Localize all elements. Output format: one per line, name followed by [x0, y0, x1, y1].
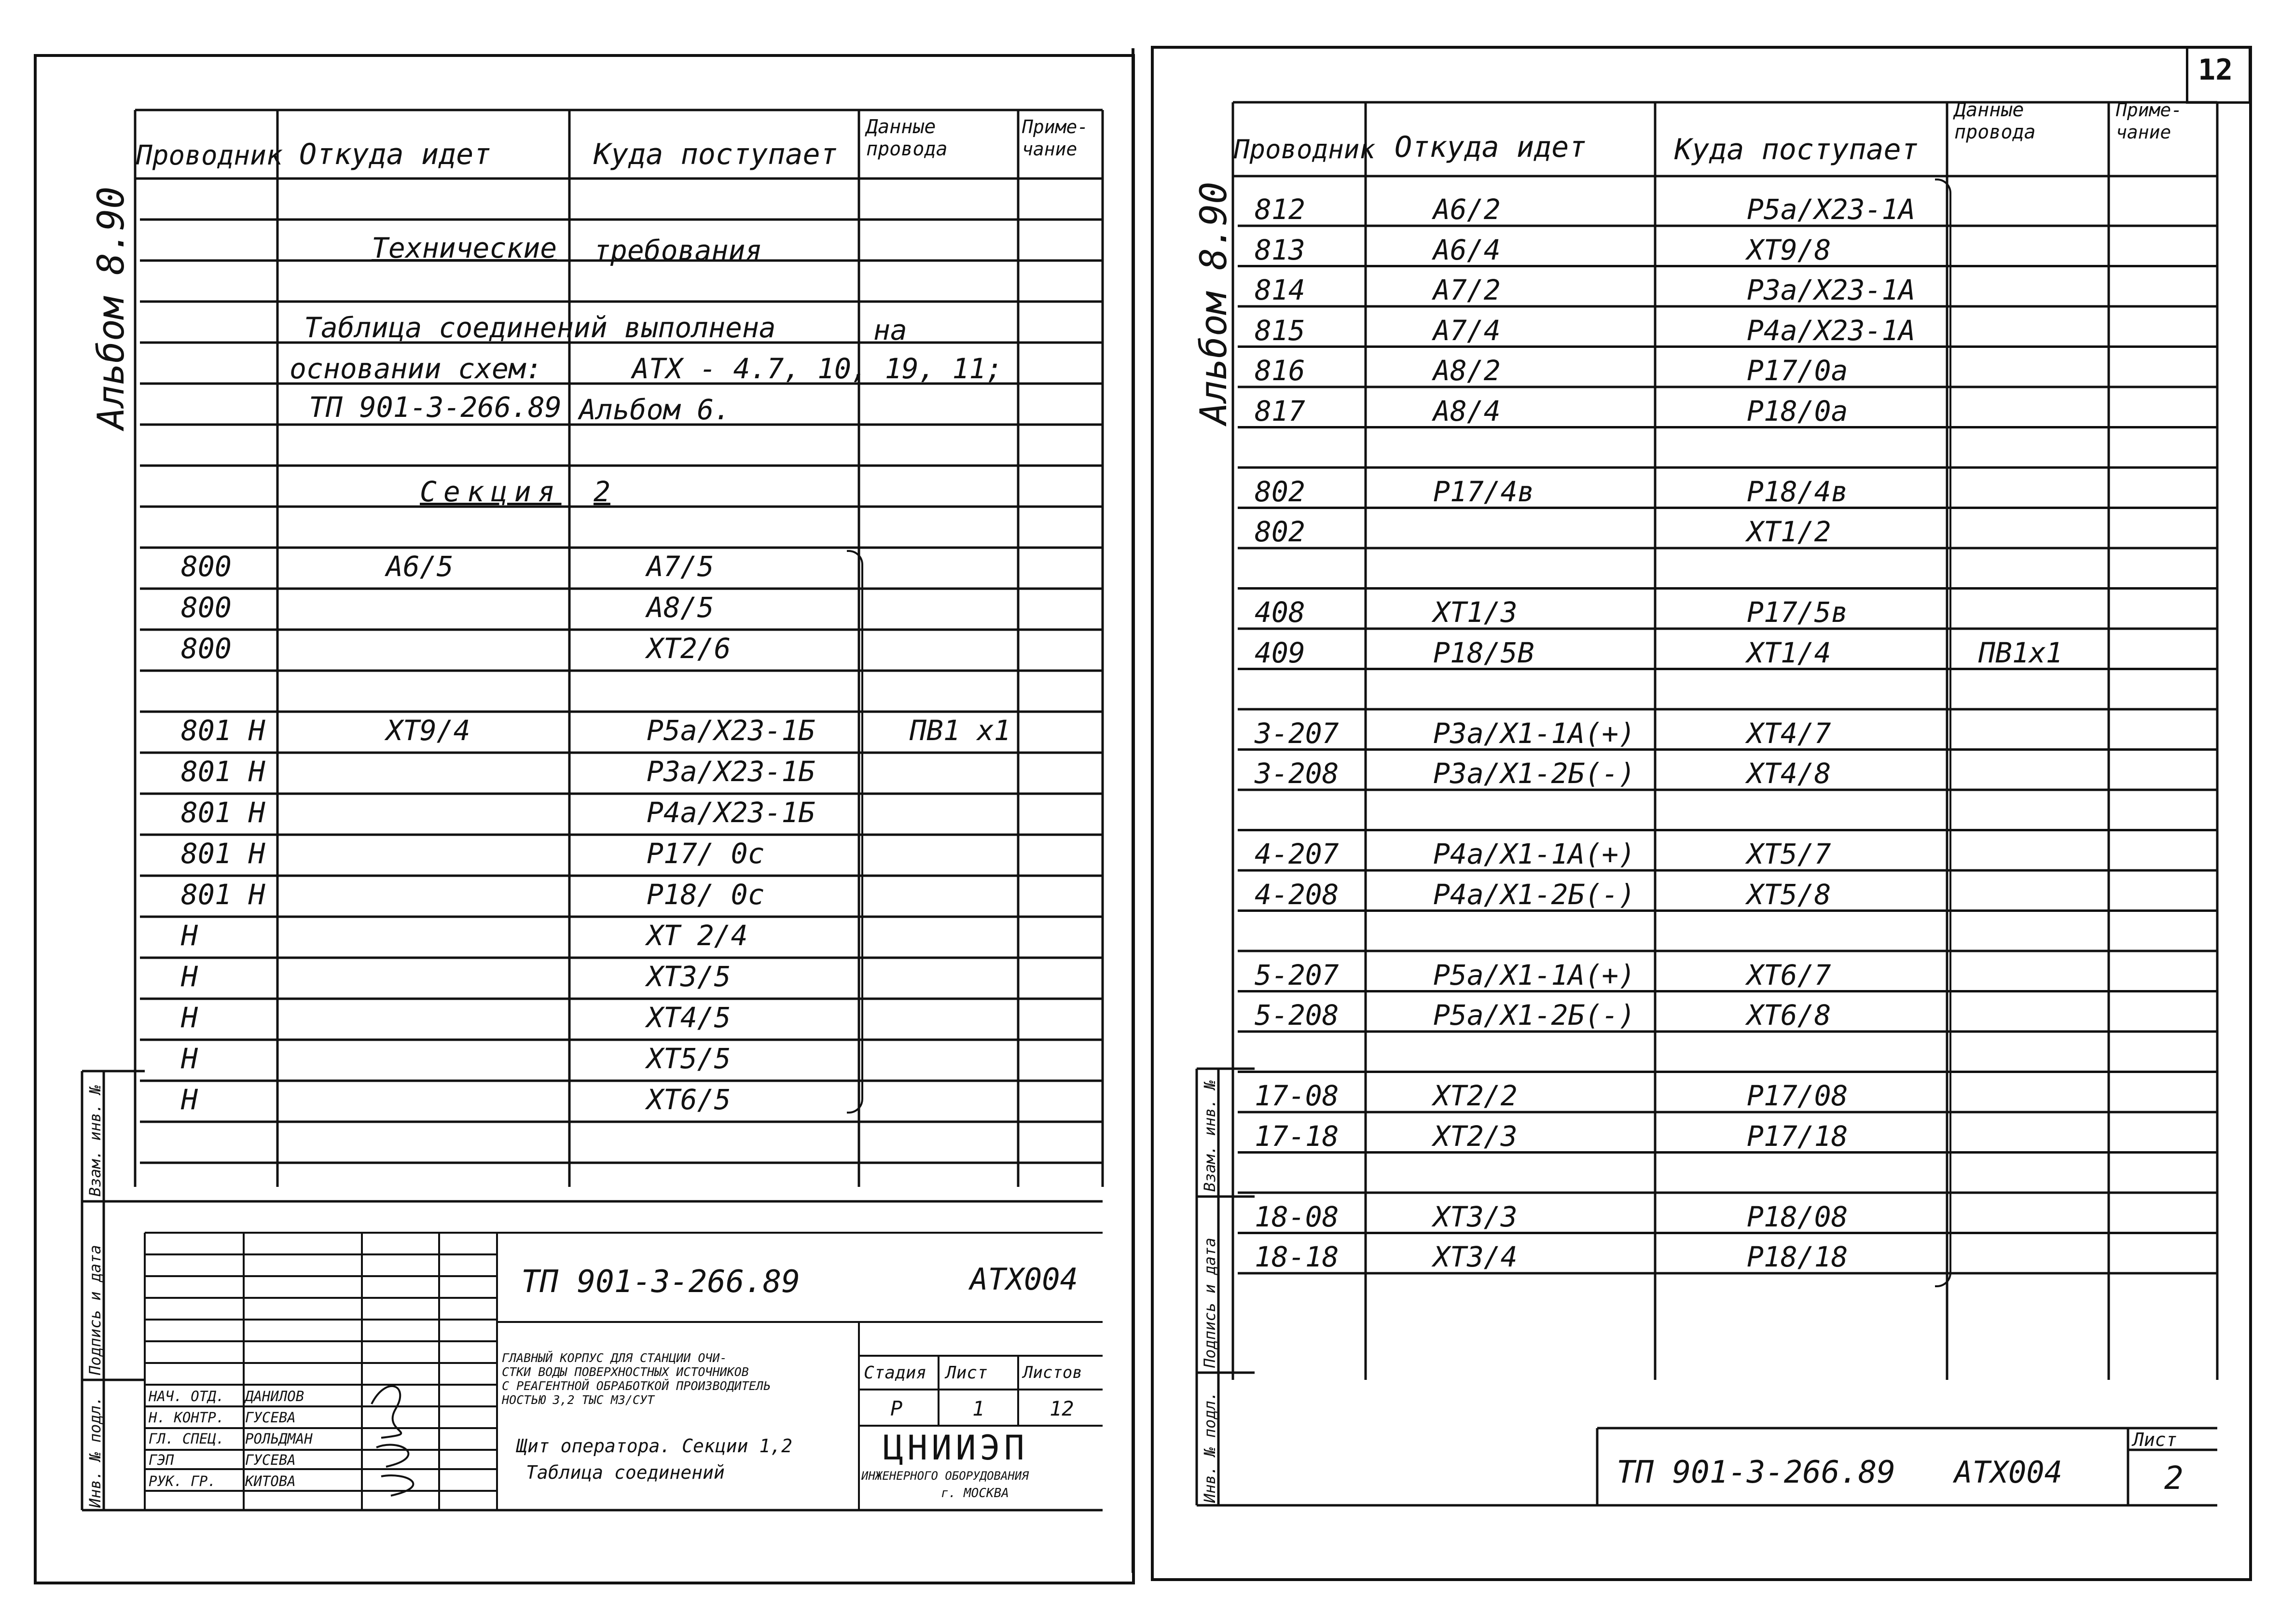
left-row-to: ХТ6/5: [647, 1083, 731, 1116]
right-row-from: Р5а/Х1-1А(+): [1433, 958, 1636, 991]
left-row-conductor: Н: [181, 1001, 198, 1034]
right-row-to: Р17/08: [1747, 1079, 1848, 1112]
right-stamp-3: Взам. инв. №: [1201, 1080, 1219, 1192]
right-row-to: ХТ9/8: [1747, 233, 1831, 266]
right-row-from: А7/4: [1433, 314, 1501, 347]
left-text-line-1a: Таблица соединений выполнена: [304, 311, 776, 344]
right-row-to: ХТ6/7: [1747, 958, 1831, 991]
left-section-number: 2: [594, 475, 610, 508]
right-row-from: А6/2: [1433, 193, 1501, 226]
left-desc-line-2: СТКИ ВОДЫ ПОВЕРХНОСТНЫХ ИСТОЧНИКОВ: [502, 1365, 749, 1379]
right-row-conductor: 17-08: [1255, 1079, 1339, 1112]
left-org-name: ЦНИИЭП: [883, 1428, 1028, 1468]
left-stamp-2: Подпись и дата: [86, 1245, 104, 1375]
left-row-from: ХТ9/4: [386, 714, 470, 747]
left-row-conductor: Н: [181, 919, 198, 952]
left-row-to: ХТ5/5: [647, 1042, 731, 1075]
left-doc-mark: АТХ004: [970, 1262, 1078, 1297]
right-row-to: ХТ5/7: [1747, 838, 1831, 870]
left-row-conductor: 801 Н: [181, 714, 265, 747]
left-album-label: Альбом 8.90: [89, 186, 132, 429]
signer-row: РУК. ГР. КИТОВА: [149, 1473, 296, 1489]
left-header-from: Откуда идет: [299, 138, 491, 171]
right-row-to: Р18/4в: [1747, 475, 1848, 508]
sheet-number: 12: [2198, 53, 2233, 87]
left-row-to: Р4а/Х23-1Б: [647, 796, 815, 829]
left-row-to: ХТ 2/4: [647, 919, 748, 952]
right-row-conductor: 18-08: [1255, 1200, 1339, 1233]
right-row-to: ХТ4/7: [1747, 716, 1831, 750]
right-row-conductor: 17-18: [1255, 1119, 1339, 1153]
right-header-to: Куда поступает: [1674, 133, 1919, 166]
left-text-line-3a: ТП 901-3-266.89: [309, 391, 562, 424]
left-row-to: А7/5: [647, 550, 714, 583]
left-desc-line-3: С РЕАГЕНТНОЙ ОБРАБОТКОЙ ПРОИЗВОДИТЕЛЬ: [502, 1379, 771, 1393]
left-stamp-3: Взам. инв. №: [86, 1085, 104, 1197]
right-row-from: Р17/4в: [1433, 475, 1534, 508]
right-row-from: Р4а/Х1-1А(+): [1433, 838, 1636, 870]
left-sheets-value: 12: [1050, 1397, 1074, 1420]
right-row-conductor: 813: [1255, 233, 1305, 266]
right-row-from: ХТ3/3: [1433, 1200, 1518, 1233]
left-sheets-label: Листов: [1023, 1363, 1082, 1382]
right-row-conductor: 4-207: [1255, 838, 1339, 870]
right-row-to: ХТ6/8: [1747, 999, 1831, 1032]
right-header-note: Приме-чание: [2116, 99, 2183, 143]
left-text-line-3b: Альбом 6.: [579, 393, 731, 426]
right-row-from: А8/4: [1433, 394, 1501, 427]
right-doc-code: ТП 901-3-266.89: [1617, 1455, 1895, 1490]
left-header-note: Приме-чание: [1022, 116, 1089, 160]
left-sheet-title-1: Щит оператора. Секции 1,2: [516, 1435, 792, 1457]
left-row-conductor: 801 Н: [181, 837, 265, 870]
right-row-from: ХТ1/3: [1433, 596, 1518, 629]
left-row-conductor: Н: [181, 1083, 198, 1116]
right-header-wire: Данные провода: [1954, 99, 2036, 143]
left-row-conductor: 800: [181, 632, 232, 665]
left-header-to: Куда поступает: [594, 138, 838, 171]
left-org-sub: ИНЖЕНЕРНОГО ОБОРУДОВАНИЯ: [861, 1469, 1029, 1483]
right-row-conductor: 812: [1255, 193, 1305, 226]
right-row-conductor: 408: [1255, 596, 1305, 629]
left-row-wire: ПВ1 х1: [910, 714, 1011, 747]
right-row-to: ХТ4/8: [1747, 757, 1831, 790]
signer-row: НАЧ. ОТД. ДАНИЛОВ: [149, 1388, 304, 1404]
right-row-conductor: 5-207: [1255, 958, 1339, 991]
right-row-from: А6/4: [1433, 233, 1501, 266]
left-stamp-1: Инв. № подл.: [86, 1396, 104, 1508]
right-row-conductor: 18-18: [1255, 1240, 1339, 1273]
left-row-to: Р3а/Х23-1Б: [647, 755, 815, 788]
right-row-to: Р17/18: [1747, 1119, 1848, 1153]
left-row-conductor: 800: [181, 591, 232, 624]
left-row-to: ХТ4/5: [647, 1001, 731, 1034]
left-row-conductor: Н: [181, 1042, 198, 1075]
signer-row: ГЭП ГУСЕВА: [149, 1452, 296, 1468]
right-row-from: Р18/5В: [1433, 636, 1534, 669]
left-row-conductor: 801 Н: [181, 796, 265, 829]
right-row-from: А7/2: [1433, 274, 1501, 306]
right-row-to: Р18/08: [1747, 1200, 1848, 1233]
left-row-to: А8/5: [647, 591, 714, 624]
left-text-line-1b: на: [873, 314, 907, 346]
left-text-line-2b: АТХ - 4.7, 10, 19, 11;: [632, 352, 1003, 385]
right-row-conductor: 814: [1255, 274, 1305, 306]
right-stamp-1: Инв. № подл.: [1201, 1391, 1219, 1503]
left-stage-label: Стадия: [864, 1363, 927, 1383]
left-stage-value: Р: [890, 1397, 903, 1420]
right-row-from: Р5а/Х1-2Б(-): [1433, 999, 1636, 1032]
right-wire-brace: [1935, 179, 1951, 1287]
left-row-to: Р18/ 0с: [647, 878, 765, 911]
right-row-from: Р3а/Х1-2Б(-): [1433, 757, 1636, 790]
right-row-wire: ПВ1х1: [1978, 636, 2063, 669]
right-row-conductor: 802: [1255, 475, 1305, 508]
signer-row: ГЛ. СПЕЦ. РОЛЬДМАН: [149, 1431, 313, 1447]
right-row-to: Р5а/Х23-1А: [1747, 193, 1916, 226]
right-row-conductor: 4-208: [1255, 878, 1339, 911]
left-row-conductor: 800: [181, 550, 232, 583]
left-sheet-title-2: Таблица соединений: [526, 1462, 725, 1483]
right-album-label: Альбом 8.90: [1192, 181, 1235, 425]
left-tech-title-b: требования: [594, 234, 762, 267]
left-sheet-label: Лист: [946, 1363, 988, 1383]
right-row-from: Р3а/Х1-1А(+): [1433, 716, 1636, 750]
right-header-conductor: Проводник: [1234, 134, 1375, 165]
right-row-conductor: 409: [1255, 636, 1305, 669]
left-row-conductor: Н: [181, 960, 198, 993]
right-row-from: ХТ2/2: [1433, 1079, 1518, 1112]
left-row-conductor: 801 Н: [181, 878, 265, 911]
right-row-to: Р3а/Х23-1А: [1747, 274, 1916, 306]
right-row-to: ХТ5/8: [1747, 878, 1831, 911]
right-row-conductor: 816: [1255, 354, 1305, 387]
right-row-to: ХТ1/4: [1747, 636, 1831, 669]
right-row-from: Р4а/Х1-2Б(-): [1433, 878, 1636, 911]
left-header-wire: Данные провода: [866, 116, 948, 160]
left-text-line-2a: основании схем:: [290, 352, 542, 385]
left-desc-line-4: НОСТЬЮ 3,2 ТЫС М3/СУТ: [502, 1393, 655, 1407]
right-row-conductor: 5-208: [1255, 999, 1339, 1032]
right-doc-mark: АТХ004: [1954, 1455, 2062, 1490]
left-tech-title-a: Технические: [372, 232, 557, 264]
right-row-conductor: 3-207: [1255, 716, 1339, 750]
right-row-to: Р17/0а: [1747, 354, 1848, 387]
right-row-from: ХТ3/4: [1433, 1240, 1518, 1273]
left-header-conductor: Проводник: [136, 140, 283, 171]
right-row-conductor: 817: [1255, 394, 1305, 427]
right-row-from: А8/2: [1433, 354, 1501, 387]
right-sheet-label: Лист: [2133, 1429, 2177, 1450]
left-row-conductor: 801 Н: [181, 755, 265, 788]
right-row-to: ХТ1/2: [1747, 515, 1831, 548]
right-row-to: Р4а/Х23-1А: [1747, 314, 1916, 347]
right-row-conductor: 802: [1255, 515, 1305, 548]
left-row-from: А6/5: [386, 550, 454, 583]
left-org-city: г. МОСКВА: [941, 1486, 1009, 1500]
right-header-from: Откуда идет: [1395, 130, 1587, 164]
left-row-to: Р5а/Х23-1Б: [647, 714, 815, 747]
right-row-to: Р18/18: [1747, 1240, 1848, 1273]
right-row-from: ХТ2/3: [1433, 1119, 1518, 1153]
left-section-title: Секция: [420, 475, 562, 508]
left-row-to: ХТ3/5: [647, 960, 731, 993]
right-row-to: Р17/5в: [1747, 596, 1848, 629]
left-sheet-value: 1: [972, 1397, 985, 1420]
right-stamp-2: Подпись и дата: [1201, 1238, 1219, 1368]
signer-row: Н. КОНТР. ГУСЕВА: [149, 1409, 296, 1426]
right-row-to: Р18/0а: [1747, 394, 1848, 427]
left-desc-line-1: ГЛАВНЫЙ КОРПУС ДЛЯ СТАНЦИИ ОЧИ-: [502, 1351, 727, 1365]
right-sheet-value: 2: [2164, 1459, 2183, 1497]
left-row-to: ХТ2/6: [647, 632, 731, 665]
left-doc-code: ТП 901-3-266.89: [521, 1264, 800, 1300]
right-row-conductor: 815: [1255, 314, 1305, 347]
left-row-to: Р17/ 0с: [647, 837, 765, 870]
right-row-conductor: 3-208: [1255, 757, 1339, 790]
